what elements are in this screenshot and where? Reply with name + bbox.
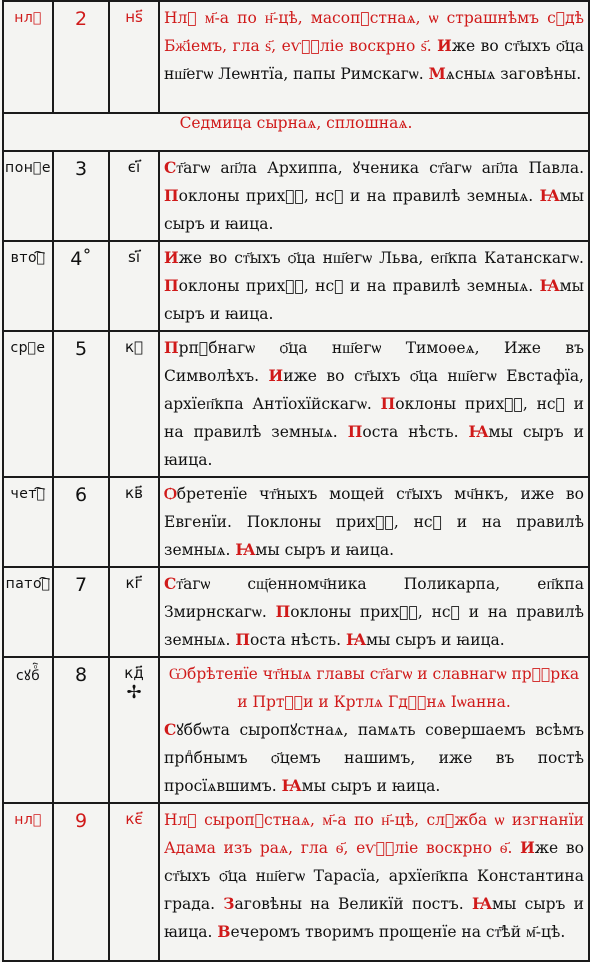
- table-row: [3, 567, 589, 657]
- date-cell: 6: [53, 477, 109, 567]
- calendar-table: [2, 0, 590, 962]
- weekday-cell: понⷣе: [3, 151, 53, 241]
- church-date-cell: нѕ҃: [109, 1, 159, 113]
- date-cell: 2: [53, 1, 109, 113]
- church-date-cell: кд҃ ✢: [109, 657, 159, 803]
- church-date-cell: єі҃: [109, 151, 159, 241]
- section-heading: Седмица сырнаѧ, сплошнаѧ.: [3, 113, 589, 151]
- table-row: [3, 331, 589, 477]
- date-cell: 7: [53, 567, 109, 657]
- entry-text: Ѻбретенїе чт҃ныхъ мощей ст҃ыхъ мч҃нкъ, иже во Евгенїи. Поклоны прихⷪ҇, нсⷯ и на правилѣ земныѧ. Ꙗмы сыръ и ꙗица.: [159, 477, 589, 567]
- entry-text: Ѡбрѣтенїе чт҃ныѧ главы ст҃агѡ и славнагѡ прⷪ҇рка и Пртⷱ҇и и Кртлѧ Гдⷭ҇нѧ Іѡанна. Сꙋббѡта сыропꙋстнаѧ, памѧть совершаемъ всѣмъ прпⷣбнымъ ѻ҃цемъ нашимъ, иже въ постѣ просїѧвшимъ. Ꙗмы сыръ и ꙗица.: [159, 657, 589, 803]
- church-date-cell: кє҃: [109, 803, 159, 961]
- entry-text: Прпⷣбнагѡ ѻ҃ца нш҃егѡ Тимоѳеѧ, Иже въ Символѣхъ. Ииже во ст҃ыхъ ѻ҃ца нш҃егѡ Евстафїа, архїеп҃кпа Антїохїйскагѡ. Поклоны прихⷪ҇, нсⷯ и на правилѣ земныѧ. Поста нѣсть. Ꙗмы сыръ и ꙗица.: [159, 331, 589, 477]
- table-row: [3, 657, 589, 803]
- weekday-cell: втоⷬ҇: [3, 241, 53, 331]
- weekday-cell: срⷣе: [3, 331, 53, 477]
- date-cell: 9: [53, 803, 109, 961]
- entry-text: Ст҃агѡ сщ҃енномч҃ника Поликарпа, еп҃кпа Змирнскагѡ. Поклоны прихⷪ҇, нсⷯ и на правилѣ земныѧ. Поста нѣсть. Ꙗмы сыръ и ꙗица.: [159, 567, 589, 657]
- date-cell: 4˚: [53, 241, 109, 331]
- table-row: [3, 113, 589, 151]
- weekday-cell: четⷡ҇: [3, 477, 53, 567]
- cross-icon: ✢: [126, 682, 142, 703]
- weekday-cell: сꙋбⷪ҇: [3, 657, 53, 803]
- table-row: [3, 1, 589, 113]
- church-date-cell: кⷶ: [109, 331, 159, 477]
- table-row: [3, 241, 589, 331]
- weekday-cell: нлⷣ: [3, 1, 53, 113]
- date-cell: 8: [53, 657, 109, 803]
- weekday-cell: нлⷣ: [3, 803, 53, 961]
- date-cell: 5: [53, 331, 109, 477]
- entry-text: Нлⷣ м҃-а по н҃-цѣ, масопꙋстнаѧ, ѡ страшнѣмъ сꙋдѣ Бж҃іемъ, гла ѕ҃, еѵⷢ҇ліе воскрно ѕ҃. Иже во ст҃ыхъ ѻ҃ца нш҃егѡ Леѡнтїа, папы Римскагѡ. Мѧсныѧ заговѣны.: [159, 1, 589, 113]
- table-row: [3, 151, 589, 241]
- church-date-cell: кв҃: [109, 477, 159, 567]
- weekday-cell: патоⷦ҇: [3, 567, 53, 657]
- entry-text: Ст҃агѡ ап҃ла Архиппа, ꙋченика ст҃агѡ ап҃ла Павла. Поклоны прихⷪ҇, нсⷯ и на правилѣ земныѧ. Ꙗмы сыръ и ꙗица.: [159, 151, 589, 241]
- entry-text: Нлⷣ сыропꙋстнаѧ, м҃-а по н҃-цѣ, слꙋжба ѡ изгнанїи Адама изъ раѧ, гла ѳ҃, еѵⷢ҇ліе воскрно ѳ҃. Иже во ст҃ыхъ ѻ҃ца нш҃егѡ Тарасїа, архїеп҃кпа Константина града. Заговѣны на Великїй постъ. Ꙗмы сыръ и ꙗица. Вечеромъ творимъ прощенїе на ст҃ѣй м҃-цѣ.: [159, 803, 589, 961]
- entry-text: Иже во ст҃ыхъ ѻ҃ца нш҃егѡ Льва, еп҃кпа Катанскагѡ. Поклоны прихⷪ҇, нсⷯ и на правилѣ земныѧ. Ꙗмы сыръ и ꙗица.: [159, 241, 589, 331]
- table-row: [3, 477, 589, 567]
- sunday-title: Нлⷣ сыропꙋстнаѧ, м҃-а по н҃-цѣ, слꙋжба ѡ изгнанїи Адама изъ раѧ, гла ѳ҃, еѵⷢ҇ліе воскрно ѳ҃.: [164, 811, 584, 857]
- sunday-title: Нлⷣ м҃-а по н҃-цѣ, масопꙋстнаѧ, ѡ страшнѣмъ сꙋдѣ Бж҃іемъ, гла ѕ҃, еѵⷢ҇ліе воскрно ѕ҃.: [164, 9, 584, 55]
- church-date-cell: ѕі҃: [109, 241, 159, 331]
- church-date-cell: кг҃: [109, 567, 159, 657]
- feast-title: Ѡбрѣтенїе чт҃ныѧ главы ст҃агѡ и славнагѡ прⷪ҇рка и Пртⷱ҇и и Кртлѧ Гдⷭ҇нѧ Іѡанна.: [168, 665, 580, 711]
- table-row: [3, 803, 589, 961]
- date-cell: 3: [53, 151, 109, 241]
